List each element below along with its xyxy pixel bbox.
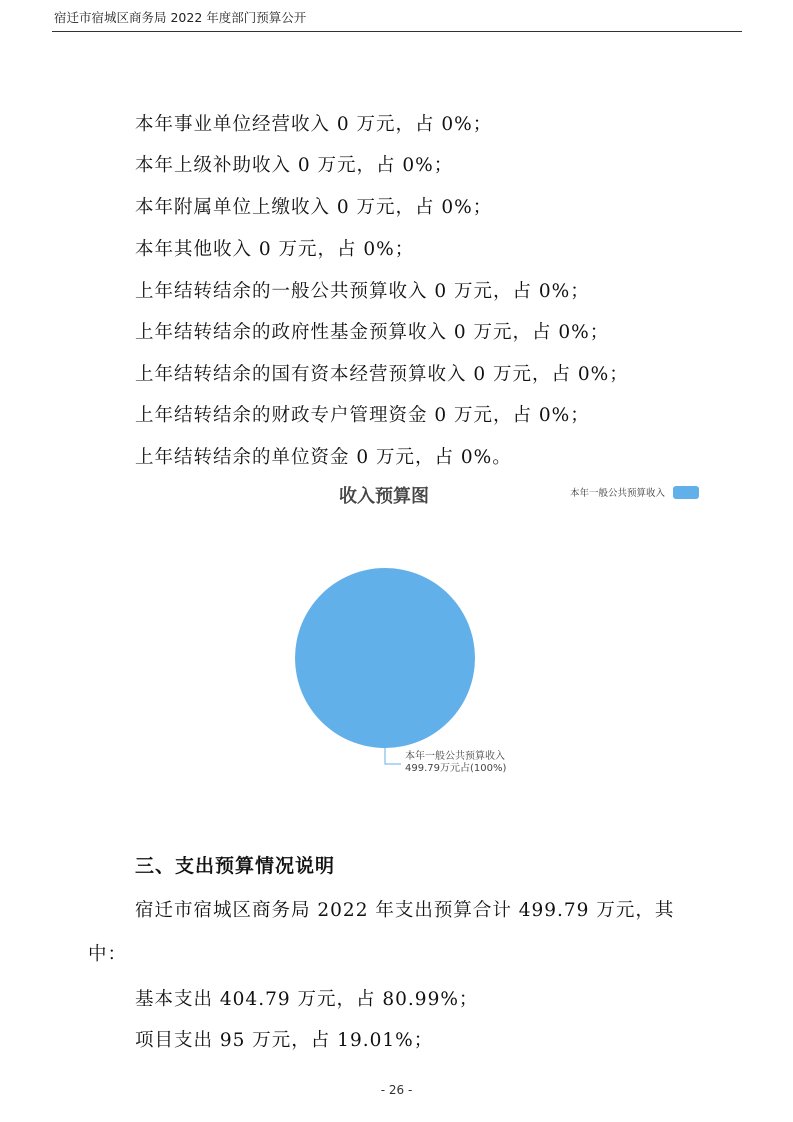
legend-swatch: [673, 486, 699, 499]
chart-title: 收入预算图: [339, 486, 429, 507]
pie-data-label: 本年一般公共预算收入: [405, 751, 505, 762]
header-divider: [52, 31, 742, 32]
legend-label: 本年一般公共预算收入: [570, 488, 666, 499]
income-line: 上年结转结余的政府性基金预算收入 0 万元，占 0%；: [135, 322, 610, 343]
pie-leader-line: [385, 748, 401, 764]
expenditure-item: 项目支出 95 万元，占 19.01%；: [135, 1030, 434, 1051]
income-line: 上年结转结余的单位资金 0 万元，占 0%。: [135, 447, 512, 468]
pie-chart: [280, 555, 540, 795]
expenditure-summary-line1: 宿迁市宿城区商务局 2022 年支出预算合计 499.79 万元，其: [135, 900, 675, 921]
income-line: 本年事业单位经营收入 0 万元，占 0%；: [135, 114, 493, 135]
document-header: 宿迁市宿城区商务局 2022 年度部门预算公开: [54, 10, 307, 25]
income-line: 本年附属单位上缴收入 0 万元，占 0%；: [135, 197, 493, 218]
chart-legend: [570, 485, 699, 499]
pie-data-value: 499.79万元占(100%): [405, 763, 507, 774]
section-heading: 三、支出预算情况说明: [135, 855, 336, 877]
income-line: 本年其他收入 0 万元，占 0%；: [135, 239, 415, 260]
income-line: 上年结转结余的财政专户管理资金 0 万元，占 0%；: [135, 405, 590, 426]
income-line: 上年结转结余的一般公共预算收入 0 万元，占 0%；: [135, 281, 590, 302]
pie-slice: [295, 568, 475, 748]
income-line: 上年结转结余的国有资本经营预算收入 0 万元，占 0%；: [135, 364, 629, 385]
expenditure-item: 基本支出 404.79 万元，占 80.99%；: [135, 989, 479, 1010]
page-number: - 26 -: [380, 1083, 413, 1097]
expenditure-summary-line2: 中：: [88, 944, 128, 965]
income-line: 本年上级补助收入 0 万元，占 0%；: [135, 155, 454, 176]
